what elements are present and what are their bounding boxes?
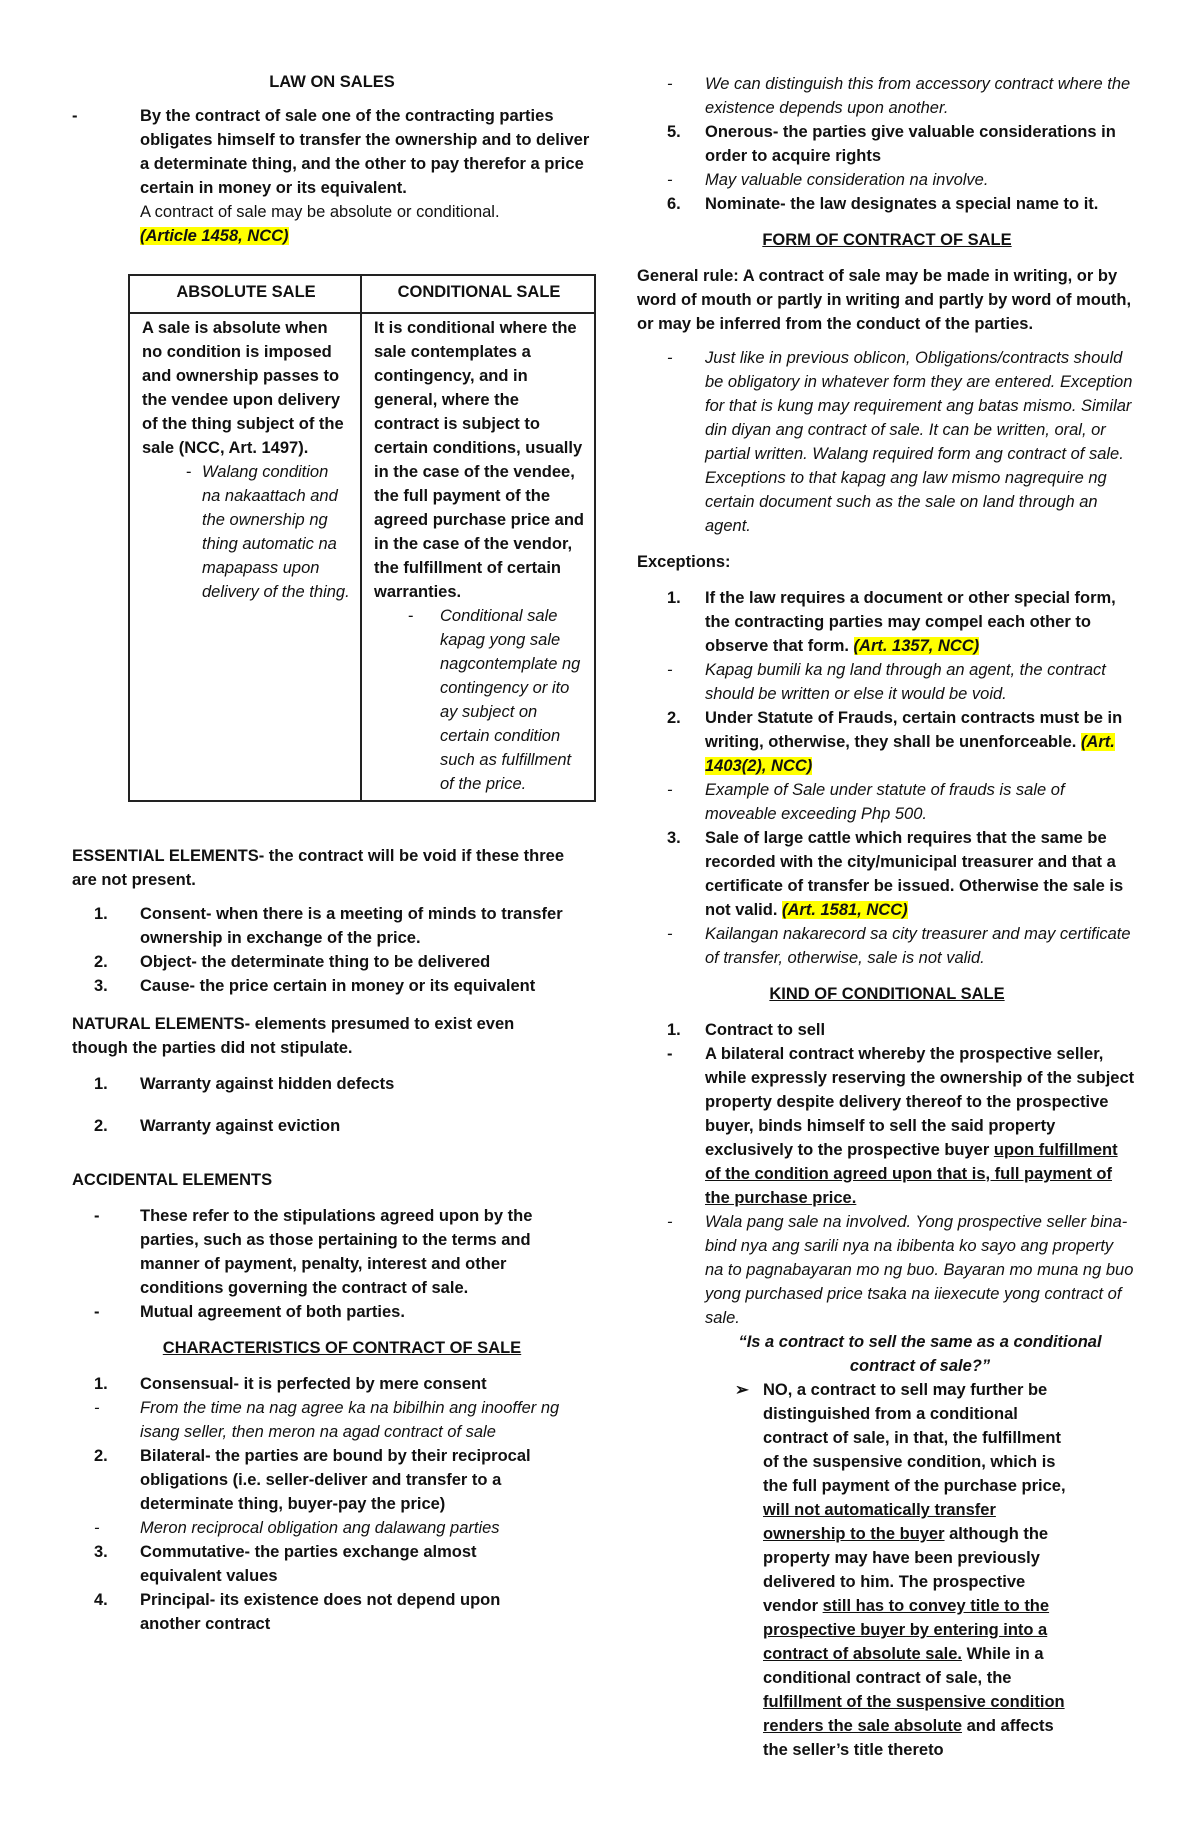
article-citation: (Art. 1357, NCC): [853, 637, 980, 655]
list-note: - Kapag bumili ka ng land through an agent, the contract should be written or else it would be void.: [667, 661, 1106, 703]
list-item: [637, 1018, 1137, 1042]
article-citation: (Article 1458, NCC): [140, 227, 289, 245]
list-item-text: Nominate- the law designates a special name to it.: [705, 195, 1099, 213]
list-item-text: Onerous- the parties give valuable considerations in order to acquire rights: [705, 123, 1116, 165]
left-column: [72, 70, 592, 1636]
list-item-text: Mutual agreement of both parties.: [140, 1303, 405, 1321]
list-note: - We can distinguish this from accessory contract where the existence depends upon another.: [667, 75, 1131, 117]
table-header-conditional: CONDITIONAL SALE: [361, 275, 595, 313]
page-title: LAW ON SALES: [269, 73, 395, 91]
list-item: [72, 1204, 570, 1300]
absolute-definition: A sale is absolute when no condition is imposed and ownership passes to the vendee upon delivery of the thing subject of the sale (NCC, Art. 1497).: [142, 319, 344, 457]
list-note: - May valuable consideration na involve.: [667, 171, 989, 189]
list-number: 1.: [667, 589, 681, 607]
list-number: 1.: [94, 905, 108, 923]
article-citation: (Art. 1581, NCC): [782, 901, 908, 919]
list-number: 3.: [94, 977, 108, 995]
list-item: [637, 192, 1137, 216]
table-header-absolute: ABSOLUTE SALE: [129, 275, 361, 313]
list-note-text: Kailangan nakarecord sa city treasurer and may certificate of transfer, otherwise, sale is not valid.: [705, 925, 1131, 967]
list-number: 3.: [667, 829, 681, 847]
right-column: [637, 72, 1137, 1762]
list-note-text: Meron reciprocal obligation ang dalawang parties: [140, 1519, 500, 1537]
list-item-text: These refer to the stipulations agreed upon by the parties, such as those pertaining to the terms and manner of payment, penalty, interest and other conditions governing the contract of sale.: [140, 1207, 533, 1297]
list-item: [637, 120, 1137, 168]
question-text: “Is a contract to sell the same as a conditional contract of sale?”: [738, 1333, 1102, 1375]
list-number: 5.: [667, 123, 681, 141]
list-item-text: Contract to sell: [705, 1021, 826, 1039]
list-item-text: Commutative- the parties exchange almost equivalent values: [140, 1543, 477, 1585]
definition-contract-to-sell: - A bilateral contract whereby the prospective seller, while expressly reserving the ownership of the subject property despite delivery thereof to the prospective buyer, binds himself to sell the said property exclusively to the prospective buyer upon fulfillment of the condition agreed upon that is, full payment of the purchase price.: [667, 1045, 1135, 1207]
general-rule: General rule: A contract of sale may be made in writing, or by word of mouth or partly in writing and partly by word of mouth, or may be inferred from the conduct of the parties.: [637, 267, 1132, 333]
list-item-text: Warranty against hidden defects: [140, 1075, 395, 1093]
list-item: [72, 902, 570, 950]
list-item-text: Bilateral- the parties are bound by their reciprocal obligations (i.e. seller-deliver and transfer to a determinate thing, buyer-pay the price): [140, 1447, 531, 1513]
list-note-text: Just like in previous oblicon, Obligations/contracts should be obligatory in whatever form they are entered. Exception for that is kung may requirement ang batas mismo. Similar din diyan ang contract of sale. It can be written, oral, or partial written. Walang required form ang contract of sale. Exceptions to that kapag ang law mismo nagrequire ng certain document such as the sale on land through an agent.: [705, 349, 1133, 535]
bullet-dash: -: [94, 1207, 100, 1225]
essential-elements-list: [72, 902, 592, 998]
list-note-text: Example of Sale under statute of frauds is sale of moveable exceeding Php 500.: [705, 781, 1065, 823]
absolute-note-text: Walang condition na nakaattach and the ownership ng thing automatic na mapapass upon delivery of the thing.: [202, 463, 350, 601]
answer-text: although the property may have been previously delivered to him. The prospective vendor: [763, 1525, 1049, 1615]
table-cell-conditional: [361, 313, 595, 801]
list-note: - Meron reciprocal obligation ang dalawang parties: [94, 1519, 500, 1537]
list-item: [72, 1444, 570, 1516]
answer-text: While in a conditional contract of sale, the: [763, 1645, 1044, 1687]
list-item: [72, 1588, 540, 1636]
list-item-text: Cause- the price certain in money or its equivalent: [140, 977, 536, 995]
definition-underlined: upon fulfillment of the condition agreed upon that is, full payment of the purchase price.: [705, 1141, 1118, 1207]
list-number: 1.: [94, 1075, 108, 1093]
definition-text: A bilateral contract whereby the prospective seller, while expressly reserving the ownership of the subject property despite delivery thereof to the prospective buyer, binds himself to sell the said property exclusively to the prospective buyer: [705, 1045, 1135, 1159]
list-item-text: Principal- its existence does not depend upon another contract: [140, 1591, 501, 1633]
list-item-text: Warranty against eviction: [140, 1117, 341, 1135]
list-note-text: Wala pang sale na involved. Yong prospective seller bina-bind nya ang sarili nya na ibibenta ko sayo ang property na to pagnabayaran mo ng buo. Bayaran mo muna ng buo yong purchased price tsaka na iiexecute yong contract of sale.: [705, 1213, 1134, 1327]
list-item: [72, 1072, 592, 1096]
arrow-bullet-icon: ➢: [735, 1381, 749, 1399]
list-item: [72, 1300, 570, 1324]
list-item: [72, 1114, 592, 1138]
list-number: 2.: [94, 953, 108, 971]
list-number: 2.: [94, 1117, 108, 1135]
list-note: - Wala pang sale na involved. Yong prospective seller bina-bind nya ang sarili nya na ibibenta ko sayo ang property na to pagnabayaran mo ng buo. Bayaran mo muna ng buo yong purchased price tsaka na iiexecute yong contract of sale.: [667, 1213, 1134, 1327]
conditional-note-text: Conditional sale kapag yong sale nagcontemplate ng contingency or ito ay subject on certain condition such as fulfillment of the price.: [440, 607, 581, 793]
intro-text-2: A contract of sale may be absolute or conditional.: [140, 203, 500, 221]
answer-text: and affects the seller’s title thereto: [763, 1717, 1054, 1759]
list-item-text: Object- the determinate thing to be delivered: [140, 953, 491, 971]
characteristics-heading: CHARACTERISTICS OF CONTRACT OF SALE: [162, 1339, 522, 1357]
conditional-note: - Conditional sale kapag yong sale nagcontemplate ng contingency or ito ay subject on certain condition such as fulfillment of the price.: [408, 607, 581, 793]
list-item-text: Consent- when there is a meeting of minds to transfer ownership in exchange of the price.: [140, 905, 563, 947]
list-item: [637, 826, 1137, 922]
list-note-text: May valuable consideration na involve.: [705, 171, 989, 189]
list-note-text: We can distinguish this from accessory contract where the existence depends upon another.: [705, 75, 1131, 117]
list-item-text: Sale of large cattle which requires that the same be recorded with the city/municipal treasurer and that a certificate of transfer be issued. Otherwise the sale is not valid.: [705, 829, 1124, 919]
list-item-text: Consensual- it is perfected by mere consent: [140, 1375, 487, 1393]
accidental-elements-heading: ACCIDENTAL ELEMENTS: [72, 1171, 273, 1189]
list-note-text: From the time na nag agree ka na bibilhin ang inooffer ng isang seller, then meron na agad contract of sale: [140, 1399, 560, 1441]
answer-paragraph: [637, 1378, 1073, 1762]
kind-heading: KIND OF CONDITIONAL SALE: [769, 985, 1005, 1003]
bullet-dash: -: [72, 107, 78, 125]
list-number: 1.: [667, 1021, 681, 1039]
list-item-text: Under Statute of Frauds, certain contracts must be in writing, otherwise, they shall be unenforceable.: [705, 709, 1123, 751]
list-note: - Kailangan nakarecord sa city treasurer and may certificate of transfer, otherwise, sale is not valid.: [667, 925, 1131, 967]
list-item: [72, 974, 570, 998]
list-number: 2.: [667, 709, 681, 727]
natural-elements-heading: NATURAL ELEMENTS- elements presumed to exist even though the parties did not stipulate.: [72, 1015, 515, 1057]
intro-text: By the contract of sale one of the contracting parties obligates himself to transfer the ownership and to deliver a determinate thing, and the other to pay therefor a price certain in money or its equivalent.: [140, 107, 590, 197]
list-number: 2.: [94, 1447, 108, 1465]
bullet-dash: -: [94, 1303, 100, 1321]
list-item: [637, 586, 1137, 658]
list-item: [72, 1540, 540, 1588]
article-citation: (Art. 1403(2), NCC): [705, 733, 1115, 775]
list-note: - From the time na nag agree ka na bibilhin ang inooffer ng isang seller, then meron na agad contract of sale: [94, 1399, 560, 1441]
list-note-text: Kapag bumili ka ng land through an agent, the contract should be written or else it would be void.: [705, 661, 1106, 703]
conditional-definition: It is conditional where the sale contemplates a contingency, and in general, where the contract is subject to certain conditions, usually in the case of the vendee, the full payment of the agreed purchase price and in the case of the vendor, the fulfillment of certain warranties.: [374, 319, 584, 601]
list-note: - Example of Sale under statute of frauds is sale of moveable exceeding Php 500.: [667, 781, 1065, 823]
list-number: 3.: [94, 1543, 108, 1561]
list-item: [72, 950, 570, 974]
essential-elements-heading: ESSENTIAL ELEMENTS- the contract will be void if these three are not present.: [72, 847, 565, 889]
absolute-vs-conditional-table: [128, 274, 596, 802]
exceptions-heading: Exceptions:: [637, 553, 731, 571]
table-cell-absolute: [129, 313, 361, 801]
absolute-note: - Walang condition na nakaattach and the ownership ng thing automatic na mapapass upon delivery of the thing.: [186, 463, 350, 601]
intro-definition: [72, 104, 592, 248]
list-number: 4.: [94, 1591, 108, 1609]
list-item: [637, 706, 1137, 778]
list-number: 1.: [94, 1375, 108, 1393]
answer-underlined: will not automatically transfer ownership to the buyer: [763, 1501, 996, 1543]
answer-text: NO, a contract to sell may further be distinguished from a conditional contract of sale, in that, the fulfillment of the suspensive condition, which is the full payment of the purchase price,: [763, 1381, 1066, 1495]
list-item: [72, 1372, 570, 1396]
form-heading: FORM OF CONTRACT OF SALE: [762, 231, 1012, 249]
answer-underlined: fulfillment of the suspensive condition renders the sale absolute: [763, 1693, 1065, 1735]
list-number: 6.: [667, 195, 681, 213]
answer-underlined: still has to convey title to the prospective buyer by entering into a contract of absolute sale.: [763, 1597, 1050, 1663]
list-note: - Just like in previous oblicon, Obligations/contracts should be obligatory in whatever form they are entered. Exception for that is kung may requirement ang batas mismo. Similar din diyan ang contract of sale. It can be written, oral, or partial written. Walang required form ang contract of sale. Exceptions to that kapag ang law mismo nagrequire ng certain document such as the sale on land through an agent.: [667, 349, 1133, 535]
list-item-text: If the law requires a document or other special form, the contracting parties may compel each other to observe that form.: [705, 589, 1116, 655]
